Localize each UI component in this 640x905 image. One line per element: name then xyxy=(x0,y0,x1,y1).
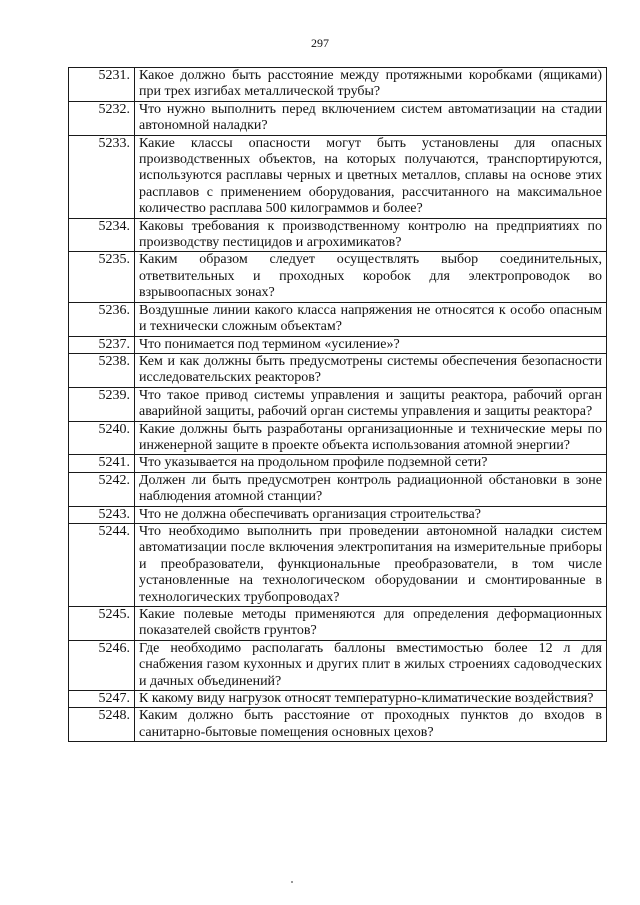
question-row xyxy=(69,302,607,336)
question-row xyxy=(69,252,607,302)
question-number: 5231. xyxy=(69,68,135,102)
question-text: Где необходимо располагать баллоны вместимостью более 12 л для снабжения газом кухонных и других плит в жилых строениях садоводческих и дачных объединений? xyxy=(135,640,607,690)
question-text: К какому виду нагрузок относят температурно-климатические воздействия? xyxy=(135,691,607,708)
question-number: 5234. xyxy=(69,218,135,252)
question-row xyxy=(69,472,607,506)
question-row xyxy=(69,506,607,523)
question-number: 5235. xyxy=(69,252,135,302)
question-number: 5242. xyxy=(69,472,135,506)
question-row xyxy=(69,135,607,218)
question-number: 5236. xyxy=(69,302,135,336)
question-number: 5240. xyxy=(69,421,135,455)
question-row xyxy=(69,523,607,606)
question-number: 5244. xyxy=(69,523,135,606)
question-text: Кем и как должны быть предусмотрены системы обеспечения безопасности исследовательских реакторов? xyxy=(135,353,607,387)
question-row xyxy=(69,640,607,690)
question-text: Какие должны быть разработаны организационные и технические меры по инженерной защите в проекте объекта использования атомной энергии? xyxy=(135,421,607,455)
question-row xyxy=(69,336,607,353)
question-text: Что понимается под термином «усиление»? xyxy=(135,336,607,353)
question-row xyxy=(69,218,607,252)
page-number: 297 xyxy=(311,36,329,50)
question-text: Воздушные линии какого класса напряжения не относятся к особо опасным и технически сложным объектам? xyxy=(135,302,607,336)
question-number: 5232. xyxy=(69,101,135,135)
question-row xyxy=(69,455,607,472)
question-text: Что нужно выполнить перед включением систем автоматизации на стадии автономной наладки? xyxy=(135,101,607,135)
question-number: 5241. xyxy=(69,455,135,472)
question-row xyxy=(69,607,607,641)
question-number: 5237. xyxy=(69,336,135,353)
question-text: Что не должна обеспечивать организация строительства? xyxy=(135,506,607,523)
question-row xyxy=(69,353,607,387)
question-number: 5246. xyxy=(69,640,135,690)
questions-table xyxy=(68,67,607,742)
question-text: Какие полевые методы применяются для определения деформационных показателей свойств грунтов? xyxy=(135,607,607,641)
questions-table-body xyxy=(69,68,607,742)
question-text: Какое должно быть расстояние между протяжными коробками (ящиками) при трех изгибах металлической трубы? xyxy=(135,68,607,102)
question-number: 5243. xyxy=(69,506,135,523)
question-number: 5245. xyxy=(69,607,135,641)
question-text: Каковы требования к производственному контролю на предприятиях по производству пестицидов и агрохимикатов? xyxy=(135,218,607,252)
question-text: Что такое привод системы управления и защиты реактора, рабочий орган аварийной защиты, рабочий орган системы управления и защиты реактора? xyxy=(135,387,607,421)
scan-artifact xyxy=(291,881,293,883)
question-row xyxy=(69,708,607,742)
question-row xyxy=(69,68,607,102)
question-number: 5247. xyxy=(69,691,135,708)
question-text: Каким образом следует осуществлять выбор соединительных, ответвительных и проходных коробок для электропроводок во взрывоопасных зонах? xyxy=(135,252,607,302)
question-number: 5239. xyxy=(69,387,135,421)
question-row xyxy=(69,421,607,455)
question-text: Что указывается на продольном профиле подземной сети? xyxy=(135,455,607,472)
question-row xyxy=(69,101,607,135)
question-text: Какие классы опасности могут быть установлены для опасных производственных объектов, на которых получаются, транспортируются, используются расплавы черных и цветных металлов, сплавы на основе этих расплавов с применением оборудования, рассчитанного на максимальное количество расплава 500 килограммов и более? xyxy=(135,135,607,218)
question-number: 5233. xyxy=(69,135,135,218)
question-text: Должен ли быть предусмотрен контроль радиационной обстановки в зоне наблюдения атомной станции? xyxy=(135,472,607,506)
question-text: Что необходимо выполнить при проведении автономной наладки систем автоматизации после включения электропитания на измерительные приборы и преобразователи, функциональные преобразователи, в том числе установленные на технологическом оборудовании и смонтированные в технологических трубопроводах? xyxy=(135,523,607,606)
question-row xyxy=(69,691,607,708)
question-text: Каким должно быть расстояние от проходных пунктов до входов в санитарно-бытовые помещения основных цехов? xyxy=(135,708,607,742)
question-number: 5238. xyxy=(69,353,135,387)
question-number: 5248. xyxy=(69,708,135,742)
question-row xyxy=(69,387,607,421)
